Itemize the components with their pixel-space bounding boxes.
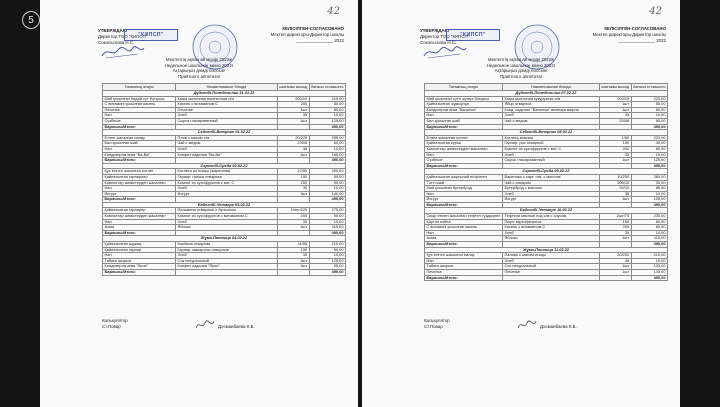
table-cell: Нан bbox=[425, 191, 503, 197]
column-header: шығымы выход bbox=[279, 83, 308, 89]
table-cell: Нан bbox=[103, 253, 176, 259]
table-cell: 85,00 bbox=[631, 102, 667, 108]
total-cell: Барлығы/Итого: bbox=[103, 270, 176, 276]
agreement-block bbox=[556, 26, 666, 44]
menu-title-line: Ақтарыңыз дәмді болсын! bbox=[172, 68, 226, 74]
table-cell: 20/225 bbox=[277, 135, 309, 141]
column-header: бағасы стоимость bbox=[309, 84, 345, 91]
table-cell: 10,00 bbox=[309, 186, 345, 192]
table-cell: Алма bbox=[103, 225, 176, 231]
document-page-right bbox=[362, 0, 680, 407]
table-cell: 200 bbox=[599, 225, 631, 231]
document-footer bbox=[424, 318, 664, 330]
table-cell: Чай с сахаром bbox=[502, 180, 599, 186]
menu-title-line: Мектептің ақпан ай мәзірі 2022ж bbox=[165, 57, 233, 62]
handwritten-page-number: 42 bbox=[649, 6, 662, 17]
table-cell: 260,00 bbox=[631, 174, 667, 180]
table-cell: 200 bbox=[277, 180, 309, 186]
table-header-row bbox=[103, 84, 346, 91]
table-cell: Плов с мясом т/м bbox=[176, 135, 278, 141]
column-header: Наименование блюда bbox=[176, 84, 278, 91]
table-cell: 200/8 bbox=[599, 118, 631, 124]
column-header: Тағамның атауы bbox=[425, 84, 503, 91]
table-cell: 60,00 bbox=[631, 219, 667, 225]
table-cell: 110,00 bbox=[631, 236, 667, 242]
table-cell: 11/55 bbox=[277, 242, 309, 248]
table-cell: Қайнатылған күріш bbox=[425, 141, 503, 147]
table-cell: Картоп езбесі bbox=[425, 219, 503, 225]
table-cell: Нан bbox=[103, 219, 176, 225]
day-name: Бейсенбі-Четверг 03.02.22 bbox=[103, 202, 346, 208]
table-cell: 1шт bbox=[599, 158, 631, 164]
total-cell: 490,00 bbox=[631, 163, 667, 169]
agreement-director: Мектеп директоры-Директор школы bbox=[592, 32, 666, 37]
table-cell: Нан bbox=[425, 258, 503, 264]
total-cell: Барлығы/Итого: bbox=[103, 124, 176, 130]
table-cell: 30/10 bbox=[599, 186, 631, 192]
table-cell: 200 bbox=[277, 102, 309, 108]
table-cell: 1шт bbox=[277, 258, 309, 264]
table-cell: Қайнатылған жұмыртқа bbox=[425, 102, 503, 108]
table-cell: Яйцо отварное bbox=[502, 102, 599, 108]
rectangular-stamp: "КИПСП" bbox=[446, 29, 500, 41]
footer-role-cook: Ст.Повар bbox=[102, 324, 121, 329]
menu-table bbox=[102, 83, 346, 276]
table-cell: 50,00 bbox=[309, 174, 345, 180]
table-cell: Кондитерлік өнім "Ва-Ва" bbox=[103, 152, 176, 158]
day-name: Бейсенбі-Четверг 10.02.22 bbox=[425, 208, 668, 214]
table-cell: 165,00 bbox=[309, 152, 345, 158]
approval-director: Директор ТОО "КИПСП" bbox=[98, 34, 148, 39]
rectangular-stamp: "КИПСП" bbox=[124, 29, 178, 41]
table-cell: Йогурт bbox=[425, 197, 503, 203]
table-cell: Хлеб bbox=[502, 191, 599, 197]
agreement-title: КЕЛІСІЛГЕН-СОГЛАСОВАНО bbox=[282, 26, 344, 31]
table-cell: Конд. изделие "Ванилла" выпечка вафли bbox=[502, 107, 599, 113]
table-cell: Каша молочная пшеничная с/м bbox=[176, 96, 278, 102]
total-cell bbox=[277, 270, 309, 276]
column-header: бағасы стоимость bbox=[633, 83, 666, 89]
table-cell: 150 bbox=[277, 174, 309, 180]
table-cell: С витамині қосылған кисель bbox=[425, 225, 503, 231]
table-cell: Кондитерлік өнім "Ярче" bbox=[103, 264, 176, 270]
total-cell: 490,00 bbox=[631, 242, 667, 248]
table-cell: Гарнир: макароны отварные bbox=[176, 247, 278, 253]
table-cell: 22/50 bbox=[277, 169, 309, 175]
table-cell: 10,00 bbox=[631, 191, 667, 197]
table-cell: 2шт/75 bbox=[599, 214, 631, 220]
total-cell bbox=[599, 275, 631, 281]
day-name: Сәрсенбі-Среда 09.02.22 bbox=[425, 169, 668, 175]
table-cell: 80,00 bbox=[631, 225, 667, 231]
table-cell: Компот из сухофруктов с вит. С bbox=[176, 180, 278, 186]
document-page-left bbox=[40, 0, 358, 407]
table-cell: С витамині қосылған кисель bbox=[103, 102, 176, 108]
table-cell: 200/10 bbox=[599, 180, 631, 186]
day-name: Жұма-Пятница 11.02.22 bbox=[425, 247, 668, 253]
table-cell: Нан bbox=[103, 146, 176, 152]
table-cell: Кондитерлік өнім "Ванилла" bbox=[425, 107, 503, 113]
table-cell: 275,00 bbox=[309, 208, 345, 214]
table-cell: 10/250 bbox=[599, 174, 631, 180]
table-cell: Нан bbox=[425, 113, 503, 119]
table-cell: 150 bbox=[599, 219, 631, 225]
table-cell: Йогурт bbox=[103, 191, 176, 197]
table-cell: 200,00 bbox=[309, 169, 345, 175]
menu-table bbox=[424, 83, 668, 281]
table-cell: 35 bbox=[277, 146, 309, 152]
table-cell: 255,00 bbox=[309, 135, 345, 141]
column-header: шығымы выход bbox=[601, 83, 630, 89]
handwritten-page-number: 42 bbox=[327, 6, 340, 17]
table-cell: Май қосылған сүтті жүгері ботқасы bbox=[425, 96, 503, 102]
table-cell: 80,00 bbox=[631, 107, 667, 113]
footer-fio: Досмаибаева К.Б. bbox=[218, 324, 255, 329]
table-cell: Сок натуральный bbox=[176, 258, 278, 264]
table-cell: 80,00 bbox=[309, 102, 345, 108]
total-cell: 490,00 bbox=[309, 158, 345, 164]
table-cell: Яблоко bbox=[502, 236, 599, 242]
approval-director: Директор ТОО "КИПСП" bbox=[420, 34, 470, 39]
table-cell: 1шт bbox=[599, 270, 631, 276]
table-cell: 210,00 bbox=[631, 253, 667, 259]
table-cell: Сок натуральный bbox=[502, 264, 599, 270]
table-cell: Нан bbox=[103, 113, 176, 119]
table-cell: 35 bbox=[277, 113, 309, 119]
table-cell: 200 bbox=[277, 214, 309, 220]
table-cell: 35,00 bbox=[631, 180, 667, 186]
table-cell: Қайнатылған гарнирлер bbox=[103, 174, 176, 180]
day-name: Дүйсенбі-Понедельник 31.01.22 bbox=[103, 91, 346, 97]
agreement-director: Мектеп директоры-Директор школы bbox=[270, 32, 344, 37]
total-cell: Барлығы/Итого: bbox=[103, 197, 176, 203]
table-cell: 150 bbox=[599, 141, 631, 147]
table-cell: Сиыр етінен жасалған тефтел тұздықпен bbox=[426, 213, 501, 219]
table-cell: 150 bbox=[277, 247, 309, 253]
menu-title-line: Приятного аппетита! bbox=[177, 73, 221, 79]
table-cell: 1шт bbox=[277, 118, 309, 124]
table-cell: 125,00 bbox=[631, 264, 667, 270]
table-cell: Хлеб bbox=[176, 219, 278, 225]
document-footer bbox=[102, 318, 342, 330]
table-cell: Яблоко bbox=[176, 225, 278, 231]
menu-title-line: Мектептің ақпан ай мәзірі 2022ж bbox=[487, 57, 555, 62]
table-cell: 1шт bbox=[277, 152, 309, 158]
total-cell: 490,00 bbox=[309, 124, 345, 130]
table-cell: 140,00 bbox=[309, 191, 345, 197]
table-cell: Бутерброд с маслом bbox=[502, 186, 599, 192]
table-cell: 1шт bbox=[277, 191, 309, 197]
table-cell: Хлеб bbox=[176, 186, 278, 192]
table-cell: Май қосылған бидай сүт ботқасы bbox=[103, 96, 176, 102]
table-cell: 60,00 bbox=[631, 118, 667, 124]
table-cell: Котлета мясная bbox=[502, 135, 599, 141]
agreement-date: _______________ 2022 bbox=[296, 38, 344, 43]
total-cell: Барлығы/Итого: bbox=[425, 202, 503, 208]
table-cell: 10,00 bbox=[631, 230, 667, 236]
table-cell: Хлеб bbox=[502, 258, 599, 264]
table-cell: Печенье bbox=[176, 107, 278, 113]
menu-title bbox=[40, 57, 358, 79]
column-header: Наименование блюда bbox=[502, 84, 599, 91]
day-name: Сейсенбі-Вторник 08.02.22 bbox=[425, 130, 668, 136]
table-cell: Гарнир: гречка отварная bbox=[176, 174, 278, 180]
table-cell: 200/10 bbox=[277, 96, 309, 102]
table-cell: 80,00 bbox=[309, 107, 345, 113]
table-cell: 10,00 bbox=[631, 258, 667, 264]
table-cell: 50,00 bbox=[309, 247, 345, 253]
table-cell: 1шт bbox=[277, 264, 309, 270]
table-cell: 35 bbox=[599, 191, 631, 197]
table-cell: 125,00 bbox=[631, 158, 667, 164]
approval-name: Сокольскова Н.С. bbox=[98, 40, 135, 45]
table-cell: Печенье bbox=[425, 270, 503, 276]
table-cell: Хлеб bbox=[176, 146, 278, 152]
table-cell: 35 bbox=[599, 152, 631, 158]
table-cell: Хлеб bbox=[502, 230, 599, 236]
footer-signature bbox=[516, 318, 538, 332]
table-cell: 145,00 bbox=[631, 270, 667, 276]
agreement-title: КЕЛІСІЛГЕН-СОГЛАСОВАНО bbox=[604, 26, 666, 31]
table-cell: 125,00 bbox=[309, 118, 345, 124]
menu-title-line: Недельное школьное меню 2022г bbox=[486, 62, 556, 68]
table-cell: 35 bbox=[277, 219, 309, 225]
approval-name: Сокольскова Н.С. bbox=[420, 40, 457, 45]
total-row bbox=[103, 270, 346, 276]
table-cell: Нан bbox=[425, 152, 503, 158]
table-cell: 220,00 bbox=[631, 135, 667, 141]
table-cell: Компот из сухофруктов с витамином С bbox=[176, 214, 278, 220]
table-cell: 60,00 bbox=[309, 141, 345, 147]
total-row bbox=[425, 275, 668, 281]
total-cell: Барлығы/Итого: bbox=[103, 158, 176, 164]
table-cell: 10,00 bbox=[309, 219, 345, 225]
table-cell: Қайнатылған гарнир bbox=[103, 247, 176, 253]
table-cell: Сүзбеше bbox=[425, 158, 503, 164]
table-cell: Пельмени отварные с бульоном bbox=[176, 208, 278, 214]
table-cell: 35 bbox=[277, 253, 309, 259]
footer-role-calculator: Калькулятор bbox=[102, 318, 128, 323]
table-cell: Печенье bbox=[103, 107, 176, 113]
table-cell: Қайнатылған жартылай пісірілген bbox=[425, 174, 503, 180]
table-cell: 10,00 bbox=[631, 152, 667, 158]
table-cell: Хлеб bbox=[176, 253, 278, 259]
menu-title-line: Недельное школьное меню 2022г bbox=[164, 62, 234, 68]
table-cell: Конфет изделия "Ва-Ва" bbox=[176, 152, 278, 158]
table-cell: Чай с медом bbox=[176, 141, 278, 147]
table-cell: Йогурт bbox=[502, 197, 599, 203]
table-cell: Құс етінен жасалған палау bbox=[425, 253, 503, 259]
table-cell: 35 bbox=[599, 258, 631, 264]
table-cell: Хлеб bbox=[176, 113, 278, 119]
table-cell: Бал қосылған шай bbox=[103, 141, 176, 147]
table-cell: Палово с мясом птицы bbox=[502, 253, 599, 259]
table-cell: Чай с медом bbox=[502, 118, 599, 124]
table-cell: Қайнатылған гарнирер bbox=[103, 208, 176, 214]
footer-role-calculator: Калькулятор bbox=[424, 318, 450, 323]
table-cell: Табиғи шырын bbox=[103, 258, 176, 264]
table-cell: Қайнатылған шұжық bbox=[103, 242, 176, 248]
table-cell: 100,00 bbox=[631, 197, 667, 203]
agreement-block bbox=[234, 26, 344, 44]
current-page-badge[interactable]: 5 bbox=[22, 11, 40, 29]
table-cell: Табиғи шырын bbox=[425, 264, 503, 270]
table-cell: 1шт bbox=[277, 107, 309, 113]
total-cell bbox=[176, 270, 278, 276]
table-cell: Нан bbox=[425, 230, 503, 236]
menu-title bbox=[362, 57, 680, 79]
table-cell: Котлета из птицы (жаренная) bbox=[176, 169, 278, 175]
table-cell: Етпен жасалған палау bbox=[103, 135, 176, 141]
table-cell: 115,00 bbox=[309, 225, 345, 231]
table-cell: Хлеб bbox=[502, 152, 599, 158]
table-cell: 10,00 bbox=[309, 113, 345, 119]
footer-fio: Досмаибаева К.Б. bbox=[540, 324, 577, 329]
table-cell: Гарнир: рис отварной bbox=[502, 141, 599, 147]
total-cell: 490,00 bbox=[309, 197, 345, 203]
table-cell: Сырок глазированный bbox=[176, 118, 278, 124]
approval-title: УТВЕРЖДАЮ bbox=[98, 28, 128, 33]
table-cell: 1шт bbox=[599, 264, 631, 270]
table-cell: 1/80 bbox=[599, 135, 631, 141]
total-cell: 490,00 bbox=[631, 275, 667, 281]
table-cell: Каша молочная кукурузная с/м bbox=[502, 96, 599, 102]
total-cell: 490,00 bbox=[309, 270, 345, 276]
table-cell: 220,00 bbox=[631, 96, 667, 102]
table-cell: 1/нег/220 bbox=[277, 208, 309, 214]
table-cell: 35 bbox=[599, 113, 631, 119]
table-cell: Май қосылған бутерброд bbox=[425, 186, 503, 192]
table-cell: Тефтели мясные под с/м с соусом bbox=[502, 214, 599, 220]
table-cell: Колбаса отварная bbox=[176, 242, 278, 248]
table-cell: Етпен жасалған котлет bbox=[425, 135, 503, 141]
table-cell: 1шт bbox=[599, 236, 631, 242]
table-cell: 35 bbox=[277, 186, 309, 192]
table-cell: Компот из сухофруктов с вит. С bbox=[502, 146, 599, 152]
table-cell: Кисель с витамином С bbox=[502, 225, 599, 231]
table-cell: Құс етінен жасалған котлет bbox=[103, 169, 176, 175]
total-cell: 490,00 bbox=[631, 202, 667, 208]
table-cell: 1шт bbox=[599, 107, 631, 113]
table-cell: 20/200 bbox=[599, 253, 631, 259]
table-cell: 40,00 bbox=[631, 141, 667, 147]
day-name: Сейсенбі-Вторник 01.02.22 bbox=[103, 130, 346, 136]
table-cell: 10,00 bbox=[309, 146, 345, 152]
table-cell: 200 bbox=[599, 146, 631, 152]
day-name: Дүйсенбі-Понедельник 07.02.22 bbox=[425, 91, 668, 97]
table-cell: Бал қосылған шай bbox=[425, 118, 503, 124]
total-cell: Барлығы/Итого: bbox=[425, 275, 503, 281]
menu-title-line: Ақтарыңыз дәмді болсын! bbox=[494, 68, 548, 74]
table-cell: Пюре картофельное bbox=[502, 219, 599, 225]
table-cell: 125,00 bbox=[309, 258, 345, 264]
table-cell: Сырок глазированный bbox=[502, 158, 599, 164]
total-cell bbox=[502, 275, 599, 281]
agreement-date: _______________ 2022 bbox=[618, 38, 666, 43]
table-cell: Вареники с карт. отв. с маслом bbox=[502, 174, 599, 180]
footer-role-cook: Ст.Повар bbox=[424, 324, 443, 329]
table-cell: 10,00 bbox=[631, 113, 667, 119]
table-cell: 1шт bbox=[599, 102, 631, 108]
total-cell: Барлығы/Итого: bbox=[425, 124, 503, 130]
table-cell: 35 bbox=[599, 230, 631, 236]
total-cell: 490,00 bbox=[309, 230, 345, 236]
table-cell: 1шт bbox=[277, 225, 309, 231]
table-cell: 10,00 bbox=[309, 253, 345, 259]
table-cell: Алма bbox=[425, 236, 503, 242]
approval-title: УТВЕРЖДАЮ bbox=[420, 28, 450, 33]
total-cell: 490,00 bbox=[631, 124, 667, 130]
table-cell: 85,00 bbox=[631, 186, 667, 192]
table-cell: 90,00 bbox=[309, 214, 345, 220]
table-cell: 90,00 bbox=[309, 180, 345, 186]
table-cell: 200/8 bbox=[277, 141, 309, 147]
table-cell: Компоттар жемістерден жасалған bbox=[103, 214, 176, 220]
total-cell: Барлығы/Итого: bbox=[425, 163, 503, 169]
column-header: Тағамның атауы bbox=[103, 84, 176, 91]
table-cell: Йогурт bbox=[176, 191, 278, 197]
table-cell: Тәтті шай bbox=[425, 180, 503, 186]
table-cell: 215,00 bbox=[309, 96, 345, 102]
table-cell: 1шт bbox=[599, 197, 631, 203]
table-cell: Сүзбеше bbox=[103, 118, 176, 124]
table-cell: Компоттар жемістерден жасалған bbox=[103, 180, 176, 186]
table-cell: 95,00 bbox=[309, 264, 345, 270]
table-cell: 200/10 bbox=[599, 96, 631, 102]
table-cell: Конфет изделия "Ярче" bbox=[176, 264, 278, 270]
total-cell: Барлығы/Итого: bbox=[425, 242, 503, 248]
day-name: Сәрсенбі-Среда 02.02.22 bbox=[103, 163, 346, 169]
total-cell: Барлығы/Итого: bbox=[103, 230, 176, 236]
day-name: Жұма-Пятница 04.02.22 bbox=[103, 236, 346, 242]
table-cell: Кисель с витамином С bbox=[176, 102, 278, 108]
footer-signature bbox=[194, 318, 216, 332]
table-cell: Печенье bbox=[502, 270, 599, 276]
table-cell: Компоттар жемістерден жасалған bbox=[425, 146, 503, 152]
table-cell: 210,00 bbox=[309, 242, 345, 248]
table-cell: Нан bbox=[103, 186, 176, 192]
menu-title-line: Приятного аппетита! bbox=[499, 73, 543, 79]
table-header-row bbox=[425, 84, 668, 91]
table-cell: 230,00 bbox=[631, 214, 667, 220]
table-cell: 80,00 bbox=[631, 146, 667, 152]
table-cell: Хлеб bbox=[502, 113, 599, 119]
